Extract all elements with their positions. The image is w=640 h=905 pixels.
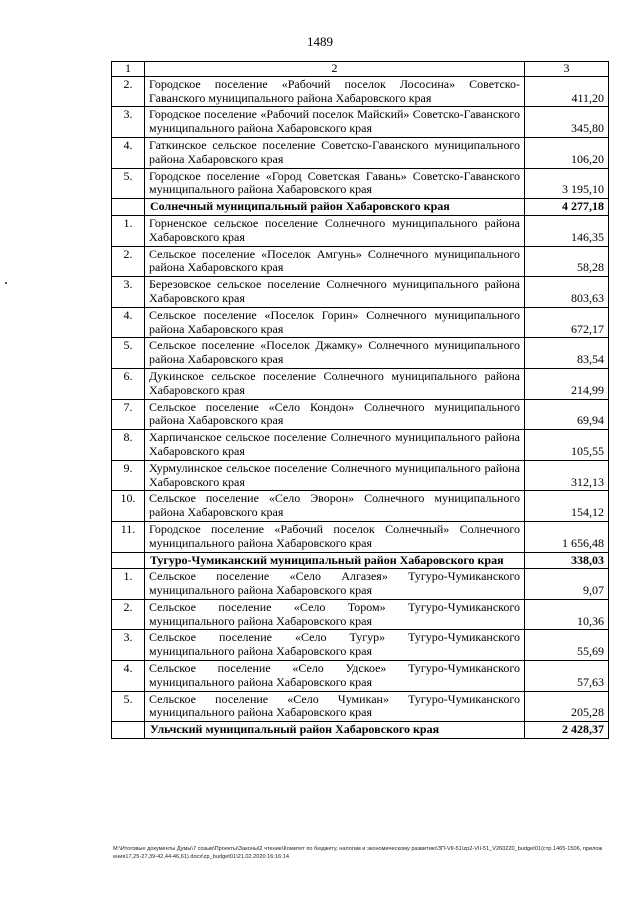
row-number: 5. (112, 691, 145, 722)
row-number: 1. (112, 569, 145, 600)
row-name: Городское поселение «Город Советская Гавань» Советско-Гаванского муниципального района Хабаровского края (145, 168, 525, 199)
row-amount: 803,63 (525, 277, 609, 308)
table-row (112, 215, 609, 246)
table-row (112, 630, 609, 661)
table-row (112, 307, 609, 338)
row-name: Сельское поселение «Село Эворон» Солнечного муниципального района Хабаровского края (145, 491, 525, 522)
row-number: 10. (112, 491, 145, 522)
row-name: Городское поселение «Рабочий поселок Лососина» Советско-Гаванского муниципального района Хабаровского края (145, 76, 525, 107)
row-amount: 345,80 (525, 107, 609, 138)
row-number: 4. (112, 137, 145, 168)
row-amount: 1 656,48 (525, 521, 609, 552)
row-amount: 4 277,18 (525, 199, 609, 216)
row-number: 8. (112, 430, 145, 461)
row-number: 3. (112, 630, 145, 661)
row-amount: 411,20 (525, 76, 609, 107)
row-name: Березовское сельское поселение Солнечного муниципального района Хабаровского края (145, 277, 525, 308)
row-amount: 105,55 (525, 430, 609, 461)
budget-table (111, 61, 609, 739)
row-name: Сельское поселение «Село Удское» Тугуро-Чумиканского муниципального района Хабаровского края (145, 661, 525, 692)
row-name: Хурмулинское сельское поселение Солнечного муниципального района Хабаровского края (145, 460, 525, 491)
row-name: Сельское поселение «Село Чумикан» Тугуро-Чумиканского муниципального района Хабаровского края (145, 691, 525, 722)
row-amount: 9,07 (525, 569, 609, 600)
row-number: 7. (112, 399, 145, 430)
table-row (112, 338, 609, 369)
row-number: 11. (112, 521, 145, 552)
row-number (112, 722, 145, 739)
table-row (112, 107, 609, 138)
row-amount: 55,69 (525, 630, 609, 661)
table-row (112, 691, 609, 722)
row-number: 1. (112, 215, 145, 246)
row-number: 2. (112, 246, 145, 277)
table-row (112, 137, 609, 168)
row-name: Горненское сельское поселение Солнечного муниципального района Хабаровского края (145, 215, 525, 246)
row-name: Ульчский муниципальный район Хабаровского края (145, 722, 525, 739)
row-number: 9. (112, 460, 145, 491)
row-number (112, 199, 145, 216)
table-row (112, 661, 609, 692)
table-row (112, 277, 609, 308)
row-amount: 57,63 (525, 661, 609, 692)
table-row (112, 569, 609, 600)
table-row (112, 460, 609, 491)
table-row (112, 76, 609, 107)
table-row (112, 399, 609, 430)
row-name: Сельское поселение «Село Кондон» Солнечного муниципального района Хабаровского края (145, 399, 525, 430)
row-name: Городское поселение «Рабочий поселок Майский» Советско-Гаванского муниципального района Хабаровского края (145, 107, 525, 138)
file-path-footer: M:\Итоговые документы Думы\7 созыв\Проекты\Законы\2 чтение\Комитет по бюджету, налогам и экономическому развитию\ЗП-VII-51\zp2-VII-51_V260220_budget01(стр.1465-1506, приложения17,25-27,39-42,44-46,61).docx\zp_budget01\21.02.2020 16:16:14 (113, 846, 603, 860)
page-number: 1489 (307, 34, 333, 49)
row-name: Сельское поселение «Поселок Амгунь» Солнечного муниципального района Хабаровского края (145, 246, 525, 277)
row-name: Сельское поселение «Село Тугур» Тугуро-Чумиканского муниципального района Хабаровского края (145, 630, 525, 661)
table-row (112, 430, 609, 461)
row-amount: 2 428,37 (525, 722, 609, 739)
row-name: Гаткинское сельское поселение Советско-Гаванского муниципального района Хабаровского края (145, 137, 525, 168)
table-row (112, 368, 609, 399)
row-number: 6. (112, 368, 145, 399)
row-number: 3. (112, 277, 145, 308)
row-amount: 214,99 (525, 368, 609, 399)
table-row (112, 246, 609, 277)
row-name: Сельское поселение «Село Алгазея» Тугуро-Чумиканского муниципального района Хабаровского края (145, 569, 525, 600)
row-amount: 83,54 (525, 338, 609, 369)
row-number (112, 552, 145, 569)
header-col-name: 2 (145, 62, 525, 77)
row-number: 2. (112, 76, 145, 107)
row-name: Солнечный муниципальный район Хабаровского края (145, 199, 525, 216)
header-col-amount: 3 (525, 62, 609, 77)
row-amount: 312,13 (525, 460, 609, 491)
row-number: 5. (112, 338, 145, 369)
row-name: Тугуро-Чумиканский муниципальный район Хабаровского края (145, 552, 525, 569)
table-header-row (112, 62, 609, 77)
row-name: Сельское поселение «Поселок Джамку» Солнечного муниципального района Хабаровского края (145, 338, 525, 369)
row-amount: 154,12 (525, 491, 609, 522)
row-number: 5. (112, 168, 145, 199)
margin-mark (5, 282, 7, 284)
row-amount: 205,28 (525, 691, 609, 722)
table-row (112, 491, 609, 522)
row-number: 3. (112, 107, 145, 138)
header-col-number: 1 (112, 62, 145, 77)
row-number: 4. (112, 661, 145, 692)
row-amount: 146,35 (525, 215, 609, 246)
table-row (112, 599, 609, 630)
district-row (112, 199, 609, 216)
row-amount: 58,28 (525, 246, 609, 277)
row-number: 2. (112, 599, 145, 630)
row-amount: 3 195,10 (525, 168, 609, 199)
row-amount: 69,94 (525, 399, 609, 430)
row-amount: 10,36 (525, 599, 609, 630)
row-name: Сельское поселение «Село Тором» Тугуро-Чумиканского муниципального района Хабаровского края (145, 599, 525, 630)
district-row (112, 552, 609, 569)
row-name: Дукинское сельское поселение Солнечного муниципального района Хабаровского края (145, 368, 525, 399)
row-number: 4. (112, 307, 145, 338)
district-row (112, 722, 609, 739)
table-row (112, 168, 609, 199)
row-name: Городское поселение «Рабочий поселок Солнечный» Солнечного муниципального района Хабаровского края (145, 521, 525, 552)
row-name: Сельское поселение «Поселок Горин» Солнечного муниципального района Хабаровского края (145, 307, 525, 338)
row-amount: 338,03 (525, 552, 609, 569)
row-amount: 672,17 (525, 307, 609, 338)
row-name: Харпичанское сельское поселение Солнечного муниципального района Хабаровского края (145, 430, 525, 461)
row-amount: 106,20 (525, 137, 609, 168)
table-row (112, 521, 609, 552)
